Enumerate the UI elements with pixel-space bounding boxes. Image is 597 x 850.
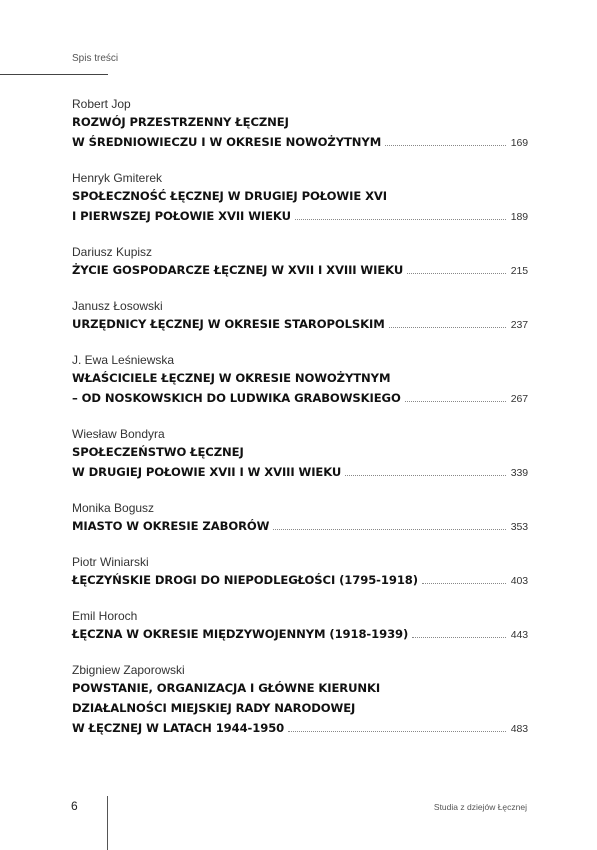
toc-entry[interactable]: [72, 608, 528, 644]
toc-title-line: W ŚREDNIOWIECZU I W OKRESIE NOWOŻYTNYM 169: [72, 132, 528, 152]
leader-dots: [389, 326, 506, 328]
header-rule: [0, 74, 108, 75]
toc-page-number: 215: [510, 265, 528, 277]
toc-author: Robert Jop: [72, 97, 131, 111]
toc-page-number: 353: [510, 521, 528, 533]
toc-entry[interactable]: [72, 170, 528, 226]
toc-page-number: 443: [510, 629, 528, 641]
toc-title-line: URZĘDNICY ŁĘCZNEJ W OKRESIE STAROPOLSKIM 237: [72, 314, 528, 334]
toc-author: Emil Horoch: [72, 609, 138, 623]
toc-author: Dariusz Kupisz: [72, 245, 153, 259]
toc-title-line: W DRUGIEJ POŁOWIE XVII I W XVIII WIEKU 339: [72, 462, 528, 482]
toc-title-line: ROZWÓJ PRZESTRZENNY ŁĘCZNEJ: [72, 115, 289, 129]
toc-title-line: W ŁĘCZNEJ W LATACH 1944-1950 483: [72, 718, 528, 738]
toc-entry[interactable]: [72, 554, 528, 590]
toc-title-line: MIASTO W OKRESIE ZABORÓW 353: [72, 516, 528, 536]
toc-page-number: 267: [510, 393, 528, 405]
toc-entry[interactable]: [72, 298, 528, 334]
toc-author: Janusz Łosowski: [72, 299, 163, 313]
toc-title-line: ŻYCIE GOSPODARCZE ŁĘCZNEJ W XVII I XVIII WIEKU 215: [72, 260, 528, 280]
toc-title-line: I PIERWSZEJ POŁOWIE XVII WIEKU 189: [72, 206, 528, 226]
toc-author: Zbigniew Zaporowski: [72, 663, 185, 677]
toc-author: Wiesław Bondyra: [72, 427, 165, 441]
leader-dots: [288, 730, 506, 732]
toc-page-number: 483: [510, 723, 528, 735]
toc-page-number: 237: [510, 319, 528, 331]
leader-dots: [412, 636, 506, 638]
toc-title-line: WŁAŚCICIELE ŁĘCZNEJ W OKRESIE NOWOŻYTNYM: [72, 371, 391, 385]
toc-page-number: 189: [510, 211, 528, 223]
toc-page-number: 169: [510, 137, 528, 149]
toc-page-number: 403: [510, 575, 528, 587]
toc-entry[interactable]: [72, 96, 528, 152]
table-of-contents: [72, 96, 528, 738]
leader-dots: [385, 144, 506, 146]
book-title: Studia z dziejów Łęcznej: [433, 802, 527, 812]
page-number: 6: [71, 799, 78, 813]
toc-title-line: ŁĘCZNA W OKRESIE MIĘDZYWOJENNYM (1918-1939) 443: [72, 624, 528, 644]
toc-author: Henryk Gmiterek: [72, 171, 163, 185]
toc-title-line: SPOŁECZEŃSTWO ŁĘCZNEJ: [72, 445, 244, 459]
toc-entry[interactable]: [72, 662, 528, 738]
toc-entry[interactable]: [72, 500, 528, 536]
toc-title-line: ŁĘCZYŃSKIE DROGI DO NIEPODLEGŁOŚCI (1795-1918) 403: [72, 570, 528, 590]
toc-author: Monika Bogusz: [72, 501, 155, 515]
toc-author: J. Ewa Leśniewska: [72, 353, 175, 367]
toc-entry[interactable]: [72, 352, 528, 408]
toc-entry[interactable]: [72, 426, 528, 482]
leader-dots: [405, 400, 506, 402]
toc-title-line: – OD NOSKOWSKICH DO LUDWIKA GRABOWSKIEGO 267: [72, 388, 528, 408]
toc-title-line: DZIAŁALNOŚCI MIEJSKIEJ RADY NARODOWEJ: [72, 701, 356, 715]
running-head: Spis treści: [72, 53, 119, 64]
toc-title-line: POWSTANIE, ORGANIZACJA I GŁÓWNE KIERUNKI: [72, 681, 381, 695]
toc-title-line: SPOŁECZNOŚĆ ŁĘCZNEJ W DRUGIEJ POŁOWIE XVI: [72, 189, 387, 203]
toc-entry[interactable]: [72, 244, 528, 280]
leader-dots: [273, 528, 506, 530]
leader-dots: [422, 582, 506, 584]
leader-dots: [407, 272, 506, 274]
leader-dots: [345, 474, 506, 476]
toc-author: Piotr Winiarski: [72, 555, 149, 569]
toc-page-number: 339: [510, 467, 528, 479]
leader-dots: [295, 218, 506, 220]
footer-rule: [107, 796, 108, 850]
